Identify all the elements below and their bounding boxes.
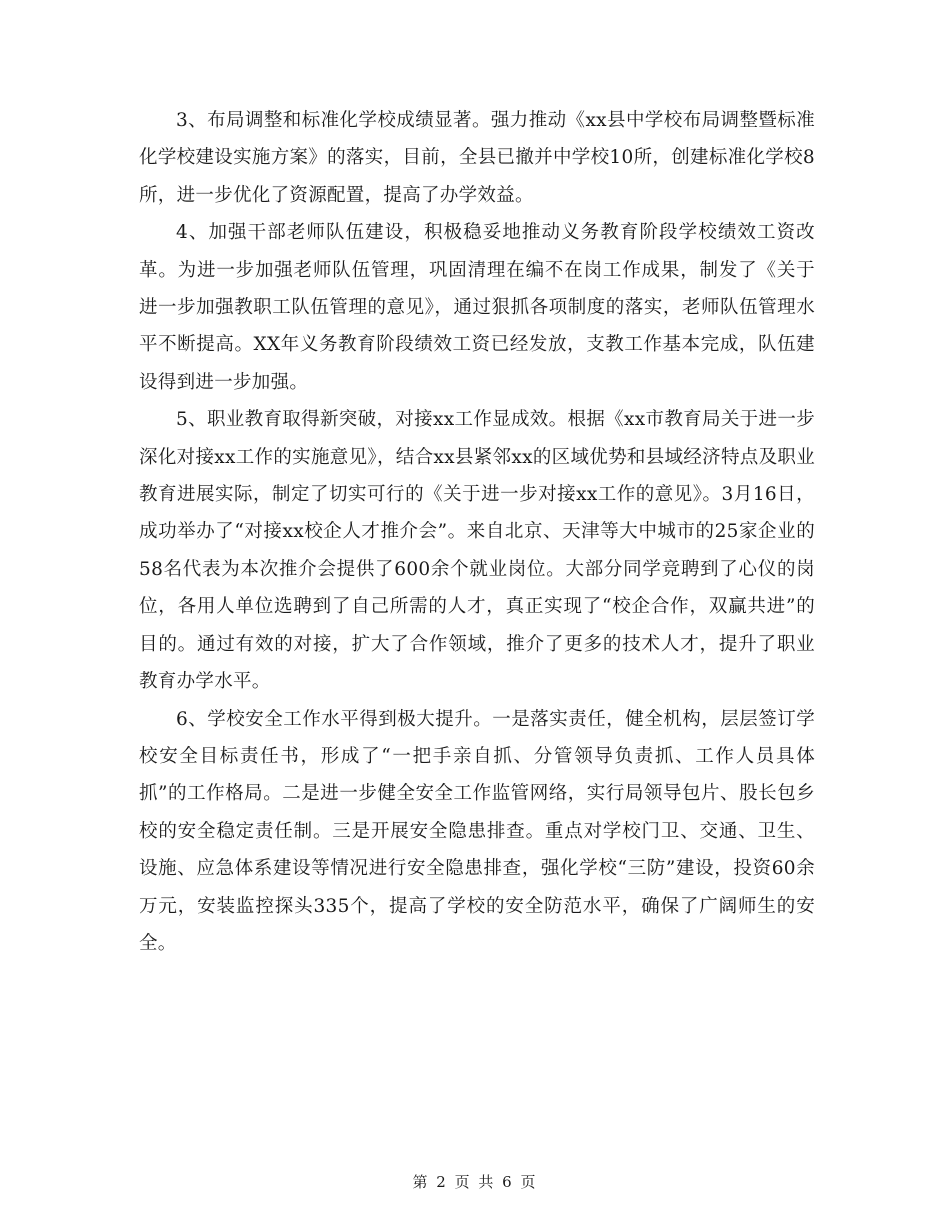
paragraph-6: 6、学校安全工作水平得到极大提升。一是落实责任，健全机构，层层签订学校安全目标责任书，形成了“一把手亲自抓、分管领导负责抓、工作人员具体抓”的工作格局。二是进一步健全安全工作监管网络，实行局领导包片、股长包乡校的安全稳定责任制。三是开展安全隐患排查。重点对学校门卫、交通、卫生、设施、应急体系建设等情况进行安全隐患排查，强化学校“三防”建设，投资60余万元，安装监控探头335个，提高了学校的安全防范水平，确保了广阔师生的安全。 [139, 708, 815, 954]
paragraph-5: 5、职业教育取得新突破，对接xx工作显成效。根据《xx市教育局关于进一步深化对接xx工作的实施意见》，结合xx县紧邻xx的区域优势和县域经济特点及职业教育进展实际，制定了切实可行的《关于进一步对接xx工作的意见》。3月16日，成功举办了“对接xx校企人才推介会”。来自北京、天津等大中城市的25家企业的58名代表为本次推介会提供了600余个就业岗位。大部分同学竞聘到了心仪的岗位，各用人单位选聘到了自己所需的人才，真正实现了“校企合作，双赢共进”的目的。通过有效的对接，扩大了合作领域，推介了更多的技术人才，提升了职业教育办学水平。 [139, 409, 815, 693]
paragraph-4: 4、加强干部老师队伍建设，积极稳妥地推动义务教育阶段学校绩效工资改革。为进一步加强老师队伍管理，巩固清理在编不在岗工作成果，制发了《关于进一步加强教职工队伍管理的意见》，通过狠抓各项制度的落实，老师队伍管理水平不断提高。XX年义务教育阶段绩效工资已经发放，支教工作基本完成，队伍建设得到进一步加强。 [139, 222, 815, 393]
paragraph-3: 3、布局调整和标准化学校成绩显著。强力推动《xx县中学校布局调整暨标准化学校建设实施方案》的落实，目前，全县已撤并中学校10所，创建标准化学校8所，进一步优化了资源配置，提高了办学效益。 [139, 110, 815, 206]
page-footer: 第 2 页 共 6 页 [412, 1173, 538, 1191]
document-body [139, 102, 815, 962]
